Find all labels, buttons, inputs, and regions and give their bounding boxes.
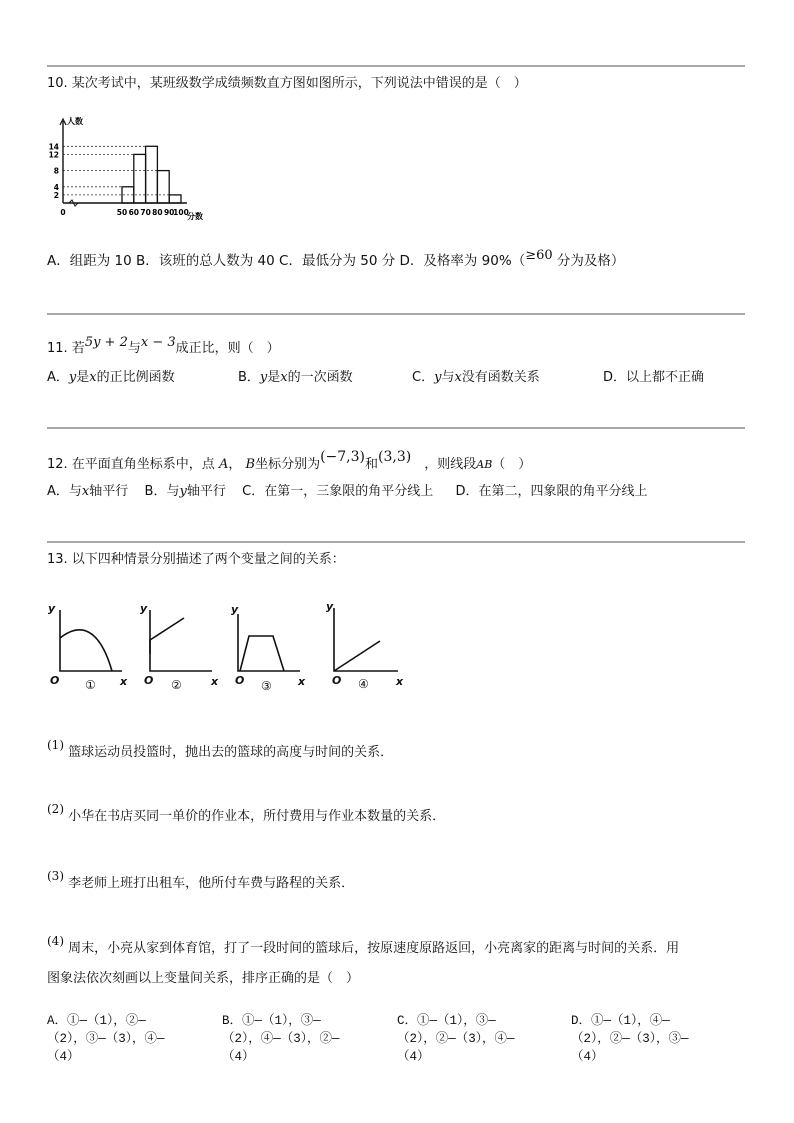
q12-coord-1: (−7,3) (320, 449, 365, 465)
q13-option-d-line: D．①—（1），④— (571, 1014, 670, 1028)
q13-option-a (47, 1012, 165, 1066)
separator-rule (47, 541, 745, 543)
histogram-x-tick-label: 80 (152, 208, 163, 217)
q11-mid: 与 (127, 341, 141, 356)
question-11-option-a (47, 370, 175, 386)
graph-4-x-label: x (396, 675, 404, 688)
graph-4-label: ④ (358, 677, 369, 691)
histogram-y-tick-label: 14 (48, 142, 59, 152)
situation-1 (47, 738, 394, 761)
graph-3-origin: O (235, 674, 245, 687)
q11-opt-a-label: A． (47, 370, 69, 385)
q12-coord-2: (3,3) (378, 449, 412, 465)
q11-opt-c-t2: 没有函数关系 (461, 370, 540, 385)
q13-option-b-line: （4） (222, 1050, 255, 1064)
q11-opt-a-t2: 的正比例函数 (96, 370, 175, 385)
q12-point-b: B (245, 457, 256, 472)
separator-rule (47, 313, 745, 315)
q12-opt-d: D．在第二，四象限的角平分线上 (455, 484, 648, 499)
histogram-bar (157, 171, 169, 203)
question-11-option-b (238, 370, 353, 386)
situation-2-text: 小华在书店买同一单价的作业本，所付费用与作业本数量的关系． (68, 809, 446, 824)
graph-4-origin: O (332, 674, 342, 687)
histogram-bar (169, 195, 181, 203)
question-10-option-tail: 分为及格） (552, 253, 625, 269)
situation-1-text: 篮球运动员投篮时，抛出去的篮球的高度与时间的关系． (68, 745, 394, 760)
q13-option-b-line: （2），④—（3），②— (222, 1032, 340, 1046)
question-10-options-text: A．组距为 10 B．该班的总人数为 40 C．最低分为 50 分 D．及格率为 90%（ (47, 253, 526, 269)
graph-1-origin: O (50, 674, 60, 687)
graph-1-y-label: y (48, 602, 56, 615)
situation-2 (47, 802, 446, 825)
q12-segment: AB (476, 458, 493, 471)
graph-2-y-label: y (140, 602, 148, 615)
histogram-bars (122, 146, 181, 203)
q11-opt-c-x: x (454, 370, 462, 385)
graph-4-axes (334, 608, 398, 671)
graph-3-curve (240, 636, 284, 671)
histogram-chart (47, 113, 217, 223)
histogram-bar (146, 146, 158, 203)
q12-prefix: 12. 在平面直角坐标系中，点 (47, 457, 215, 472)
situation-3-number: (3) (47, 869, 64, 883)
q13-option-d-line: （4） (571, 1050, 604, 1064)
histogram-x-tick-label: 60 (128, 208, 140, 217)
q12-tail2: （ ） (492, 457, 532, 472)
q11-opt-c-label: C． (412, 370, 435, 385)
question-10-stem: 10. 某次考试中，某班级数学成绩频数直方图如图所示，下列说法中错误的是（ ） (47, 76, 527, 91)
q11-opt-b-label: B． (238, 370, 260, 385)
q13-option-b-line: B．①—（1），③— (222, 1014, 321, 1028)
q11-suffix: 成正比，则（ ） (175, 341, 280, 356)
q12-opt-b-y: y (179, 484, 187, 499)
q12-point-a: A (218, 457, 229, 472)
situation-2-number: (2) (47, 802, 64, 816)
question-10-option-expr: ≥60 (525, 248, 553, 263)
q12-opt-a-t1: A．与 (47, 484, 82, 499)
histogram-grid (63, 146, 169, 195)
q12-and: 和 (365, 457, 379, 472)
q13-option-c-line: （4） (397, 1050, 430, 1064)
situation-3 (47, 869, 355, 892)
graph-3-y-label: y (231, 603, 239, 616)
graph-4-line (334, 641, 380, 671)
graph-3-x-label: x (298, 675, 306, 688)
graph-2-line (150, 618, 184, 654)
q12-tail1: ，则线段 (424, 457, 477, 472)
q12-opt-a-t2: 轴平行 (89, 484, 129, 499)
question-10-options (47, 248, 625, 270)
situation-4-line-1 (47, 934, 680, 957)
histogram-axes (60, 119, 187, 206)
separator-rule (47, 65, 745, 67)
histogram-y-tick-label: 8 (53, 166, 59, 176)
q12-opt-c: C．在第一，三象限的角平分线上 (242, 484, 434, 499)
question-13-stem: 13. 以下四种情景分别描述了两个变量之间的关系： (47, 552, 345, 567)
q12-opt-b-t2: 轴平行 (186, 484, 226, 499)
graph-1-label: ① (85, 678, 96, 692)
question-11-stem (47, 335, 280, 357)
situation-1-number: (1) (47, 738, 64, 752)
q13-option-b (222, 1012, 340, 1066)
graph-1-curve (60, 630, 112, 671)
graphs-figure (44, 598, 414, 694)
q11-opt-b-x: x (280, 370, 288, 385)
q13-option-c-line: C．①—（1），③— (397, 1014, 496, 1028)
q12-opt-a-x: x (81, 484, 90, 499)
q13-option-d-line: （2），②—（3），③— (571, 1032, 689, 1046)
histogram-y-tick-label: 2 (53, 190, 59, 200)
separator-rule (47, 427, 745, 429)
q13-option-c-line: （2），②—（3），④— (397, 1032, 515, 1046)
q11-opt-c-t1: 与 (441, 370, 455, 385)
graph-1-x-label: x (120, 675, 128, 688)
situation-3-text: 李老师上班打出租车，他所付车费与路程的关系． (68, 876, 355, 891)
q11-opt-a-x: x (89, 370, 97, 385)
q11-opt-b-t2: 的一次函数 (287, 370, 353, 385)
q13-option-a-line: （4） (47, 1050, 80, 1064)
q11-expr1: 5y + 2 (84, 335, 128, 350)
question-11-option-d: D．以上都不正确 (603, 370, 705, 385)
question-11-option-c (412, 370, 540, 386)
q11-opt-b-t1: 是 (267, 370, 281, 385)
q11-opt-a-y: y (68, 370, 77, 385)
histogram-ticks (49, 142, 189, 217)
histogram-x-tick-label: 0 (60, 208, 66, 217)
histogram-xlabel: 分数 (187, 212, 203, 221)
graph-4-y-label: y (326, 600, 334, 613)
q11-opt-c-y: y (434, 370, 442, 385)
histogram-y-tick-label: 12 (48, 150, 59, 160)
q13-option-d (571, 1012, 689, 1066)
q11-opt-b-y: y (259, 370, 268, 385)
graph-3-label: ③ (261, 679, 272, 693)
question-12-options (47, 484, 648, 500)
histogram-y-tick-label: 4 (53, 182, 59, 192)
q13-option-a-line: A．①—（1），②— (47, 1014, 146, 1028)
q11-prefix: 11. 若 (47, 341, 85, 356)
situation-4-line-2: 图象法依次刻画以上变量间关系，排序正确的是（ ） (47, 971, 360, 986)
question-12-stem (47, 449, 532, 473)
q12-opt-b-t1: B．与 (144, 484, 180, 499)
q12-mid: 坐标分别为 (255, 457, 321, 472)
q11-opt-a-t1: 是 (76, 370, 90, 385)
graph-2-origin: O (144, 674, 154, 687)
histogram-x-tick-label: 90 (163, 208, 175, 217)
histogram-x-tick-label: 70 (140, 208, 151, 217)
histogram-ylabel: 人数 (67, 117, 83, 126)
q13-option-c (397, 1012, 515, 1066)
q12-sep: ， (228, 457, 242, 472)
q11-expr2: x − 3 (140, 335, 176, 350)
histogram-bar (134, 154, 146, 203)
situation-4-text: 周末，小亮从家到体育馆，打了一段时间的篮球后，按原速度原路返回，小亮离家的距离与时间的关系．用 (68, 941, 680, 956)
graph-1-axes (60, 610, 122, 671)
q13-option-a-line: （2），③—（3），④— (47, 1032, 165, 1046)
histogram-x-tick-label: 100 (173, 208, 189, 217)
graph-2-label: ② (171, 678, 182, 692)
histogram-x-tick-label: 50 (116, 208, 128, 217)
graph-2-x-label: x (211, 675, 219, 688)
situation-4-number: (4) (47, 934, 64, 948)
